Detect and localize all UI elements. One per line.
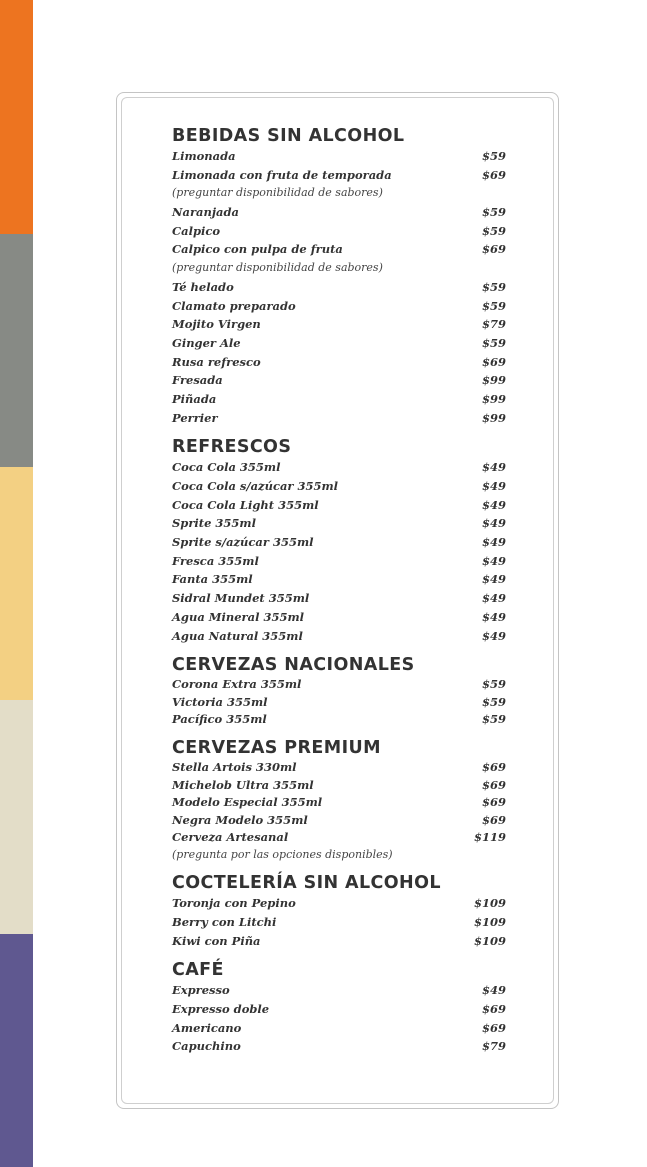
item-price: $99 — [481, 391, 506, 406]
item-name: Capuchino — [172, 1039, 241, 1054]
item-name: Coca Cola Light 355ml — [172, 497, 319, 512]
menu-section — [172, 737, 510, 863]
item-name: Rusa refresco — [172, 354, 261, 369]
section-title: REFRESCOS — [172, 437, 292, 458]
item-price: $119 — [473, 829, 506, 844]
menu-item — [172, 627, 510, 646]
item-name: Michelob Ultra 355ml — [172, 777, 314, 792]
item-name: Berry con Litchi — [172, 915, 277, 929]
item-price: $59 — [481, 677, 506, 692]
item-price: $49 — [481, 591, 506, 606]
item-price: $59 — [481, 298, 506, 313]
item-name: Calpico — [172, 223, 221, 238]
item-price: $59 — [481, 711, 506, 726]
item-name: Coca Cola s/azúcar 355ml — [172, 479, 339, 493]
item-name: Mojito Virgen — [172, 317, 261, 332]
menu-section — [172, 125, 510, 427]
menu-item — [172, 315, 510, 334]
item-name: Perrier — [172, 410, 218, 425]
item-name: Té helado — [172, 279, 234, 294]
item-note: (preguntar disponibilidad de sabores) — [172, 186, 383, 200]
item-price: $69 — [481, 1020, 506, 1035]
item-price: $59 — [481, 223, 506, 238]
color-stripe-yellow — [0, 467, 33, 700]
menu-item — [172, 676, 510, 693]
menu-item — [172, 711, 510, 728]
item-price: $109 — [473, 933, 506, 948]
item-name: Naranjada — [172, 205, 239, 220]
section-title: BEBIDAS SIN ALCOHOL — [172, 126, 405, 146]
menu-item — [172, 694, 510, 711]
item-name: Corona Extra 355ml — [172, 677, 302, 692]
menu-section — [172, 872, 510, 950]
item-price: $59 — [481, 149, 506, 163]
menu-item — [172, 371, 510, 390]
menu-item — [172, 894, 510, 913]
menu-item — [172, 777, 510, 794]
menu-section — [172, 959, 510, 1056]
item-price: $79 — [481, 1039, 506, 1054]
menu-item — [172, 533, 510, 552]
menu-item — [172, 477, 510, 496]
menu-item — [172, 458, 510, 477]
drinks-menu — [172, 125, 510, 1065]
menu-item — [172, 203, 510, 222]
item-price: $59 — [481, 694, 506, 709]
item-name: Negra Modelo 355ml — [172, 812, 308, 827]
item-name: Expresso — [172, 983, 230, 998]
item-name: Ginger Ale — [172, 335, 241, 350]
item-price: $49 — [481, 983, 506, 998]
menu-item — [172, 589, 510, 608]
menu-item — [172, 552, 510, 571]
menu-item — [172, 829, 510, 846]
item-price: $99 — [481, 373, 506, 388]
menu-section — [172, 436, 510, 645]
item-name: Stella Artois 330ml — [172, 760, 297, 775]
item-name: Fanta 355ml — [172, 572, 253, 587]
item-price: $49 — [481, 497, 506, 512]
menu-item — [172, 812, 510, 829]
item-name: Piñada — [172, 391, 217, 406]
item-price: $49 — [481, 479, 506, 493]
menu-item — [172, 794, 510, 811]
menu-item — [172, 759, 510, 776]
item-name: Kiwi con Piña — [172, 933, 261, 948]
item-name: Limonada — [172, 149, 236, 163]
item-name: Fresca 355ml — [172, 553, 259, 568]
menu-item — [172, 913, 510, 932]
item-name: Coca Cola 355ml — [172, 460, 281, 475]
item-price: $69 — [481, 795, 506, 810]
item-price: $59 — [481, 335, 506, 350]
section-title: COCTELERÍA SIN ALCOHOL — [172, 873, 441, 894]
item-price: $69 — [481, 354, 506, 369]
menu-item — [172, 608, 510, 627]
item-price: $109 — [473, 915, 506, 929]
menu-item — [172, 570, 510, 589]
menu-item — [172, 932, 510, 951]
color-stripe-gray — [0, 234, 33, 467]
item-name: Agua Mineral 355ml — [172, 609, 304, 624]
item-name: Clamato preparado — [172, 298, 296, 313]
item-price: $59 — [481, 205, 506, 220]
item-name: Agua Natural 355ml — [172, 628, 303, 643]
menu-item — [172, 409, 510, 428]
item-price: $79 — [481, 317, 506, 332]
item-price: $49 — [481, 609, 506, 624]
item-name: Fresada — [172, 373, 223, 388]
item-name: Pacífico 355ml — [172, 711, 267, 726]
menu-item — [172, 390, 510, 409]
color-stripe-orange — [0, 0, 33, 234]
item-name: Expresso doble — [172, 1002, 270, 1017]
item-name: Sprite 355ml — [172, 516, 256, 531]
item-name: Victoria 355ml — [172, 694, 268, 709]
menu-item — [172, 353, 510, 372]
menu-item — [172, 240, 510, 259]
menu-section — [172, 654, 510, 728]
item-name: Toronja con Pepino — [172, 896, 296, 911]
item-name: Cerveza Artesanal — [172, 829, 289, 844]
item-price: $49 — [481, 553, 506, 568]
section-title: CERVEZAS PREMIUM — [172, 738, 381, 759]
menu-item — [172, 496, 510, 515]
item-price: $69 — [481, 777, 506, 792]
menu-item — [172, 166, 510, 185]
menu-item — [172, 222, 510, 241]
item-price: $69 — [481, 242, 506, 257]
item-price: $69 — [481, 167, 506, 182]
color-stripe-beige — [0, 700, 33, 934]
item-note: (pregunta por las opciones disponibles) — [172, 848, 393, 862]
menu-item — [172, 1019, 510, 1038]
item-name: Limonada con fruta de temporada — [172, 167, 392, 182]
section-title: CERVEZAS NACIONALES — [172, 655, 415, 676]
item-price: $99 — [481, 410, 506, 425]
menu-item — [172, 147, 510, 166]
menu-item — [172, 297, 510, 316]
item-name: Sidral Mundet 355ml — [172, 591, 310, 606]
item-price: $49 — [481, 516, 506, 531]
menu-item — [172, 981, 510, 1000]
item-price: $109 — [473, 896, 506, 911]
menu-item — [172, 1037, 510, 1056]
menu-item — [172, 334, 510, 353]
item-name: Modelo Especial 355ml — [172, 795, 323, 810]
item-price: $69 — [481, 1002, 506, 1017]
item-name: Americano — [172, 1020, 242, 1035]
menu-item — [172, 1000, 510, 1019]
item-name: Sprite s/azúcar 355ml — [172, 535, 314, 550]
item-price: $69 — [481, 760, 506, 775]
item-price: $49 — [481, 535, 506, 550]
section-title: CAFÉ — [172, 960, 224, 981]
item-price: $69 — [481, 812, 506, 827]
item-name: Calpico con pulpa de fruta — [172, 242, 343, 257]
item-note: (preguntar disponibilidad de sabores) — [172, 261, 383, 275]
menu-item — [172, 278, 510, 297]
item-price: $59 — [481, 279, 506, 294]
color-stripe-purple — [0, 934, 33, 1167]
menu-item — [172, 514, 510, 533]
item-price: $49 — [481, 572, 506, 587]
item-price: $49 — [481, 628, 506, 643]
item-price: $49 — [481, 460, 506, 475]
